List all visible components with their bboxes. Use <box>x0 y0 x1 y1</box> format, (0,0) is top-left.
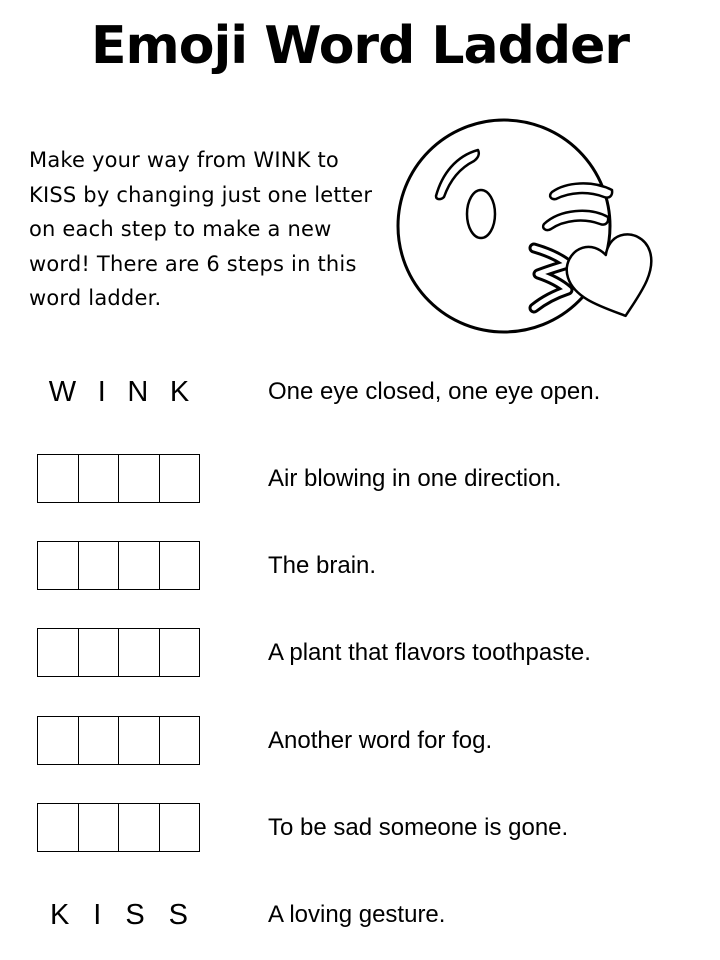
letter-box[interactable] <box>38 542 78 589</box>
letter-box[interactable] <box>159 629 200 676</box>
clue-text: A plant that flavors toothpaste. <box>268 639 591 666</box>
clue-text: To be sad someone is gone. <box>268 814 569 841</box>
end-letter: K <box>49 898 70 931</box>
end-letter: S <box>125 898 145 931</box>
ladder-row-step <box>0 540 720 592</box>
start-word <box>38 366 200 418</box>
letter-boxes[interactable] <box>37 541 200 590</box>
ladder-row-start <box>0 366 720 418</box>
letter-box[interactable] <box>159 804 200 851</box>
letter-box[interactable] <box>38 629 78 676</box>
letter-boxes[interactable] <box>37 628 200 677</box>
start-letter: W <box>48 375 77 408</box>
letter-box[interactable] <box>78 455 119 502</box>
clue-text: Another word for fog. <box>268 727 493 754</box>
letter-boxes[interactable] <box>37 716 200 765</box>
letter-box[interactable] <box>78 804 119 851</box>
start-letter: K <box>169 375 190 408</box>
letter-box[interactable] <box>118 455 159 502</box>
clue-text: A loving gesture. <box>268 901 446 928</box>
end-letter: I <box>93 898 102 931</box>
kissing-face-emoji-icon <box>394 104 664 354</box>
start-letter: I <box>97 375 106 408</box>
instructions-text: Make your way from WINK to KISS by changing just one letter on each step to make a new word! There are 6 steps in this word ladder. <box>29 148 373 310</box>
end-letter: S <box>168 898 188 931</box>
letter-box[interactable] <box>38 804 78 851</box>
letter-box[interactable] <box>78 717 119 764</box>
letter-box[interactable] <box>118 804 159 851</box>
letter-box[interactable] <box>159 455 200 502</box>
clue-text: Air blowing in one direction. <box>268 465 562 492</box>
letter-boxes[interactable] <box>37 803 200 852</box>
start-letter: N <box>127 375 149 408</box>
letter-box[interactable] <box>78 542 119 589</box>
letter-box[interactable] <box>38 455 78 502</box>
letter-box[interactable] <box>38 717 78 764</box>
end-word <box>38 889 200 941</box>
letter-box[interactable] <box>118 542 159 589</box>
letter-box[interactable] <box>78 629 119 676</box>
clue-text: The brain. <box>268 552 377 579</box>
ladder-row-step <box>0 715 720 767</box>
letter-box[interactable] <box>159 542 200 589</box>
page-title: Emoji Word Ladder <box>91 16 629 76</box>
letter-box[interactable] <box>118 717 159 764</box>
ladder-row-step <box>0 627 720 679</box>
clue-text: One eye closed, one eye open. <box>268 378 601 405</box>
ladder-row-step <box>0 453 720 505</box>
letter-boxes[interactable] <box>37 454 200 503</box>
letter-box[interactable] <box>159 717 200 764</box>
ladder-row-step <box>0 802 720 854</box>
letter-box[interactable] <box>118 629 159 676</box>
ladder-row-end <box>0 889 720 941</box>
